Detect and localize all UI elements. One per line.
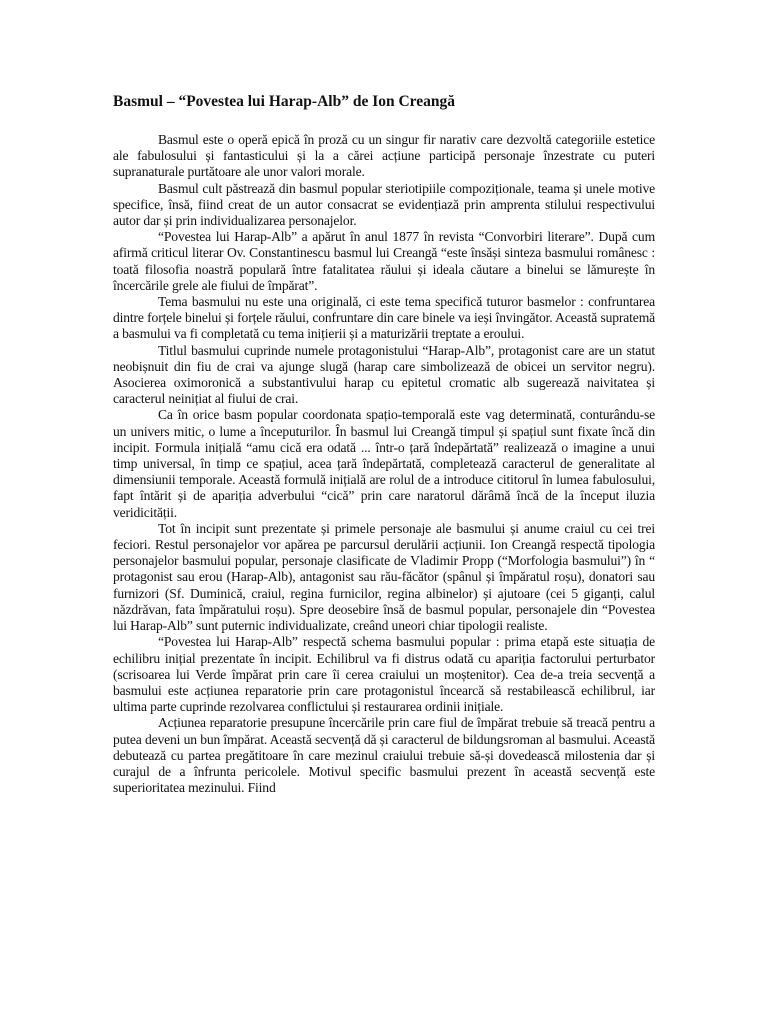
paragraph-1: Basmul este o operă epică în proză cu un singur fir narativ care dezvoltă categoriile estetice ale fabulosului și fantasticului și la a cărei acțiune participă personaje înzestrate cu puteri supranaturale purtătoare ale unor valori morale. — [113, 132, 655, 180]
document-body — [113, 93, 655, 796]
paragraph-8: “Povestea lui Harap-Alb” respectă schema basmului popular : prima etapă este situația de echilibru inițial prezentate în incipit. Echilibrul va fi distrus odată cu apariția factorului perturbator (scrisoarea lui Verde împărat prin care îi cerea craiului un moștenitor). Cea de-a treia secvență a basmului este acțiunea reparatorie prin care protagonistul încearcă să restabilească echilibrul, iar ultima parte cuprinde rezolvarea conflictului și restaurarea ordinii inițiale. — [113, 634, 655, 715]
document-title: Basmul – “Povestea lui Harap-Alb” de Ion Creangă — [113, 93, 456, 110]
paragraph-3: “Povestea lui Harap-Alb” a apărut în anul 1877 în revista “Convorbiri literare”. După cum afirmă criticul literar Ov. Constantinescu basmul lui Creangă “este însăși sinteza basmului românesc : toată filosofia noastră populară între fatalitatea răului și ideala căutare a binelui se lămurește în încercările grele ale fiului de împărat”. — [113, 229, 655, 293]
paragraph-5: Titlul basmului cuprinde numele protagonistului “Harap-Alb”, protagonist care are un statut neobișnuit din fiu de crai va ajunge slugă (harap care simbolizează de obicei un servitor negru). Asocierea oximoronică a substantivului harap cu epitetul cromatic alb sugerează naivitatea și caracterul neinițiat al fiului de crai. — [113, 342, 655, 407]
paragraph-7: Tot în incipit sunt prezentate și primele personaje ale basmului și anume craiul cu cei trei feciori. Restul personajelor vor apărea pe parcursul derulării acțiunii. Ion Creangă respectă tipologia personajelor basmului popular, personaje clasificate de Vladimir Propp (“Morfologia basmului”) în “ protagonist sau erou (Harap-Alb), antagonist sau rău-făcător (spânul și împăratul roșu), donatori sau furnizori (Sf. Duminică, craiul, regina furnicilor, regina albinelor) și ajutoare (cei 5 giganți, calul năzdrăvan, fata împăratului roșu). Spre deosebire însă de basmul popular, personajele din “Povestea lui Harap-Alb” sunt puternic individualizate, creând uneori chiar tipologii realiste. — [113, 520, 655, 634]
paragraph-2: Basmul cult păstrează din basmul popular steriotipiile compoziționale, teama și unele motive specifice, însă, fiind creat de un autor consacrat se evidențiază prin amprenta stilului respectivului autor dar și prin individualizarea personajelor. — [113, 180, 655, 229]
paragraph-9: Acțiunea reparatorie presupune încercările prin care fiul de împărat trebuie să treacă pentru a putea deveni un bun împărat. Această secvență dă și caracterul de bildungsroman al basmului. Această debutează cu partea pregătitoare în care mezinul craiului trebuie să-și dovedească milostenia dar și curajul de a înfrunta pericolele. Motivul specific basmului prezent în această secvență este superioritatea mezinului. Fiind — [113, 715, 655, 796]
paragraph-4: Tema basmului nu este una originală, ci este tema specifică tuturor basmelor : confruntarea dintre forțele binelui și forțele răului, confruntare din care binele va ieși învingător. Această supratemă a basmului va fi completată cu tema inițierii și a maturizării treptate a eroului. — [113, 294, 655, 342]
paragraph-6: Ca în orice basm popular coordonata spațio-temporală este vag determinată, conturându-se un univers mitic, o lume a începuturilor. În basmul lui Creangă timpul și spațiul sunt fixate încă din incipit. Formula inițială “amu cică era odată ... într-o țară îndepărtată” realizează o imagine a unui timp universal, în timp ce spațiul, acea țară îndepărtată, completează caracterul de generalitate al dimensiunii temporale. Această formulă inițială are rolul de a introduce cititorul în lumea fabulosului, fapt întărit și de apariția adverbului “cică” prin care naratorul dărâmă încă de la început iluzia veridicității. — [113, 407, 655, 520]
